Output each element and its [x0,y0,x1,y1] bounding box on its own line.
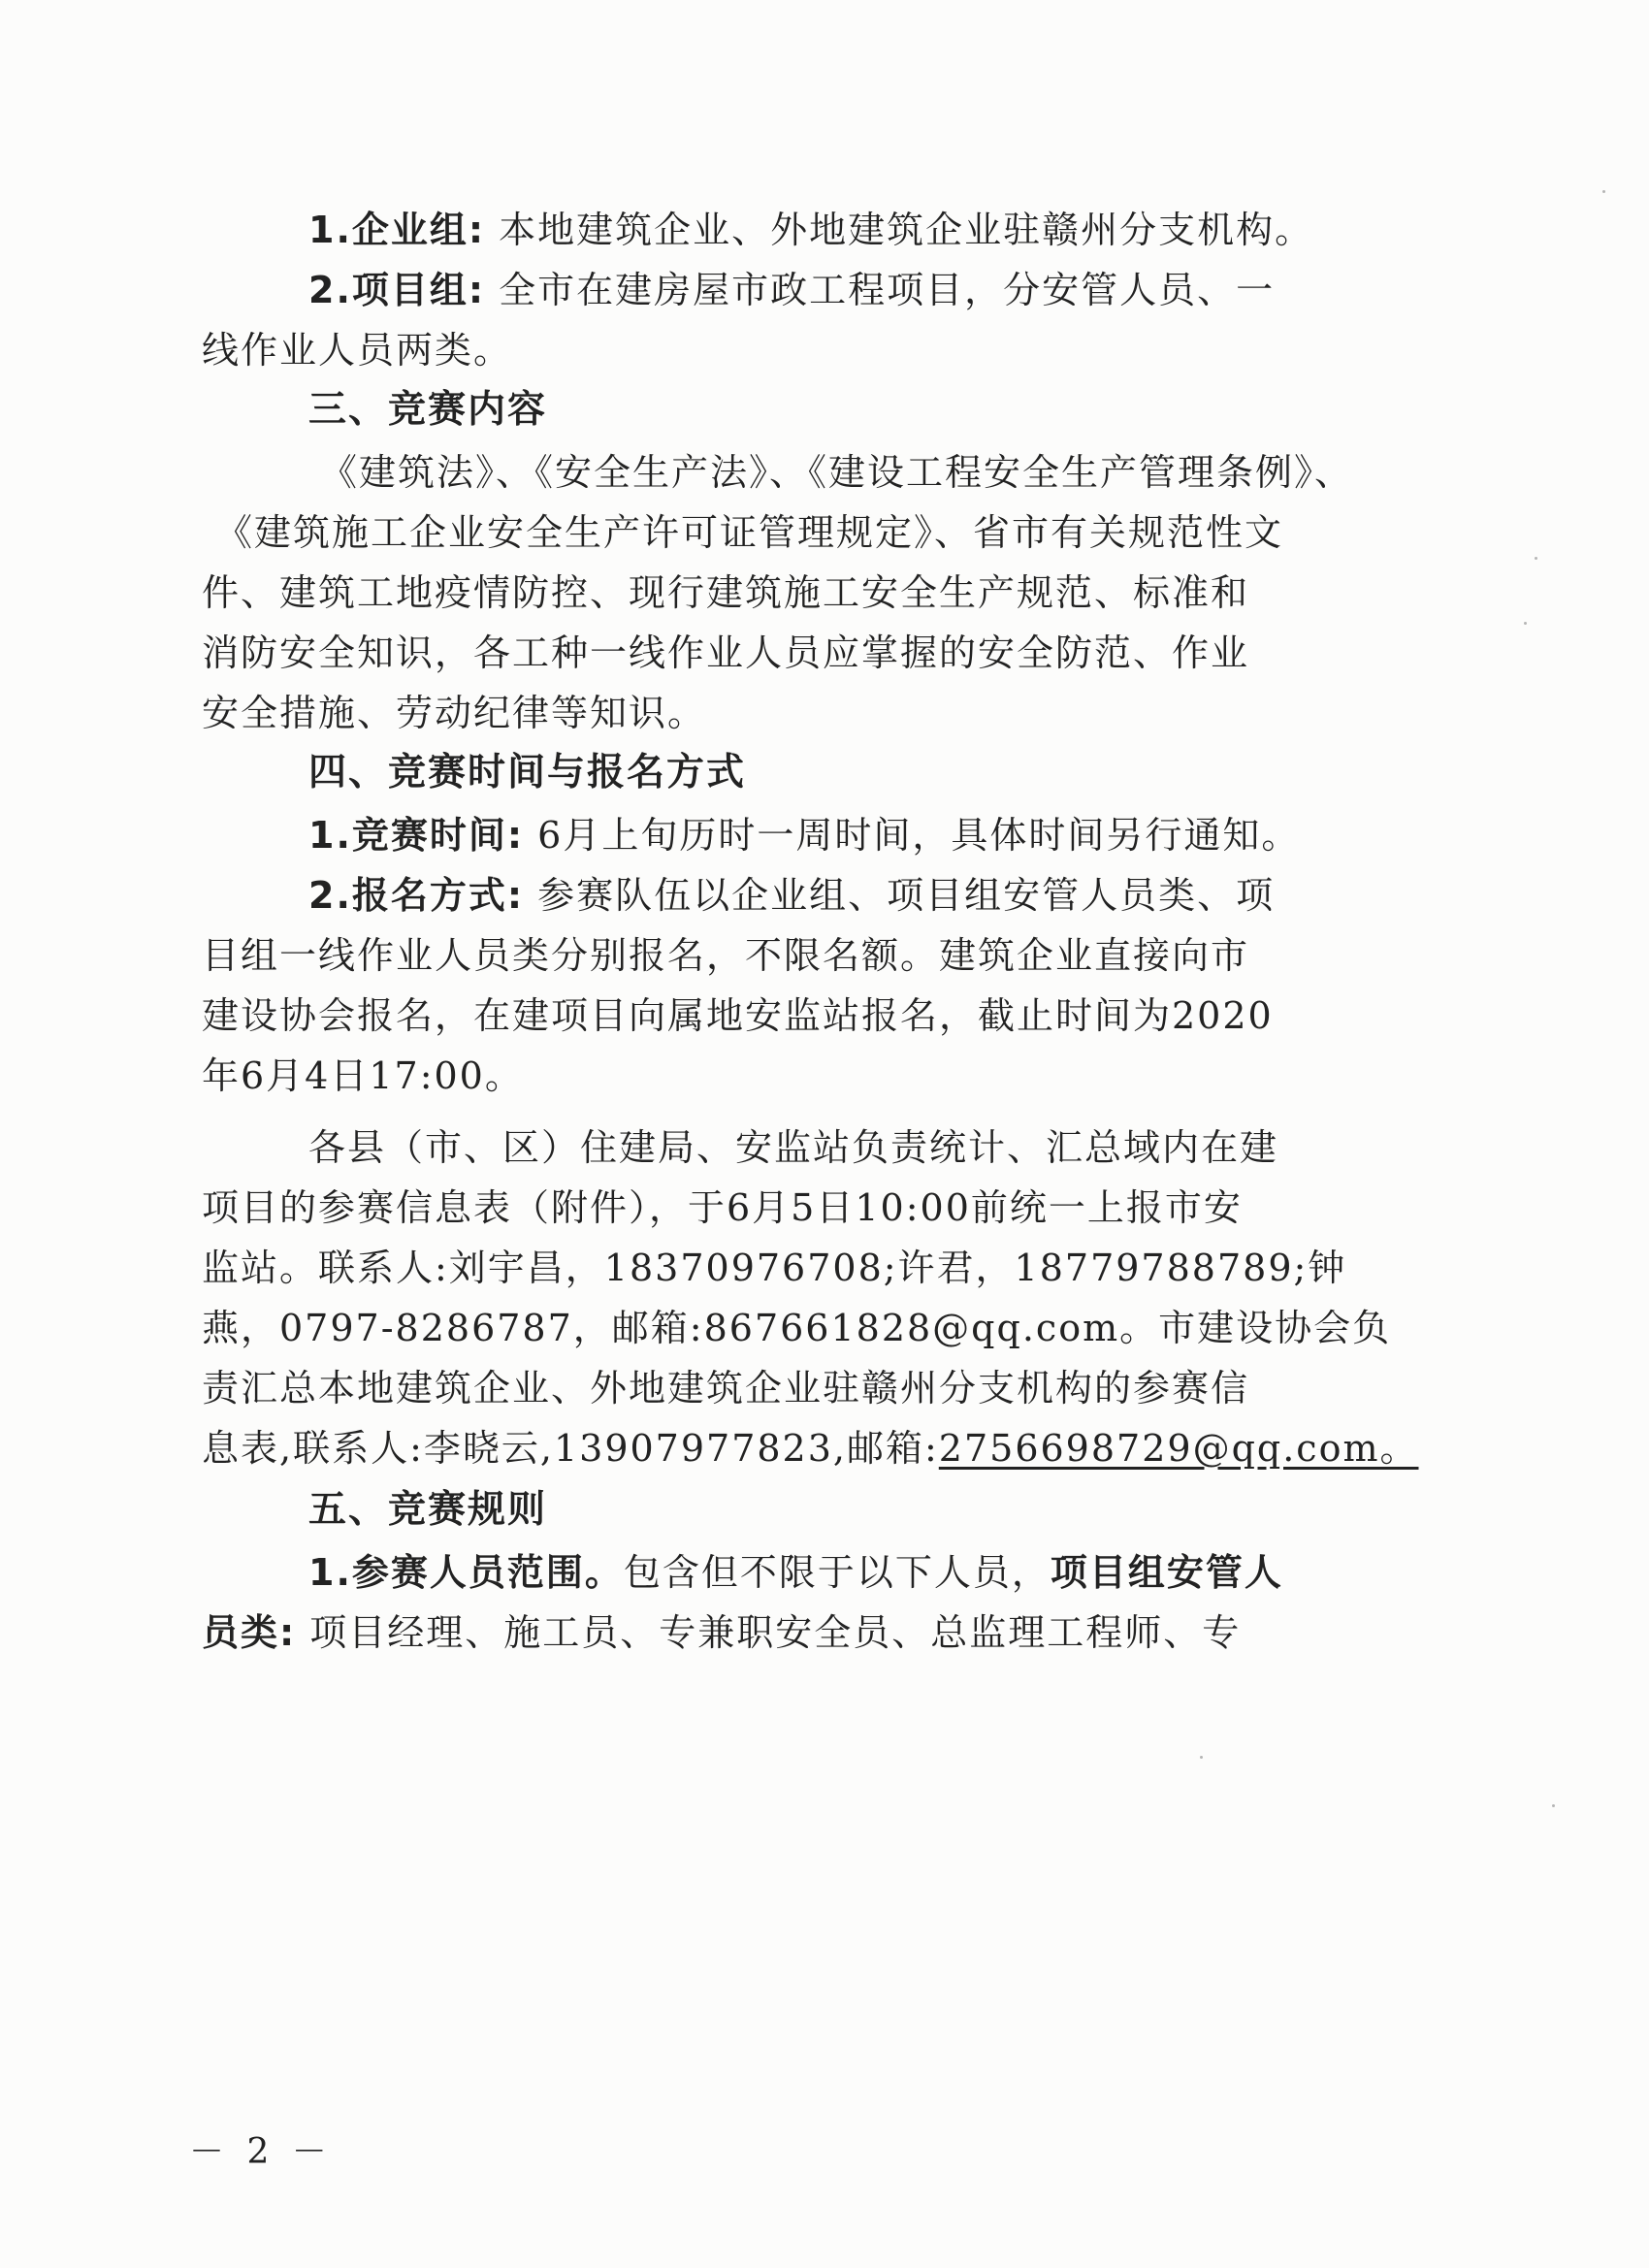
county-paragraph-line: 责汇总本地建筑企业、外地建筑企业驻赣州分支机构的参赛信 [202,1367,1250,1409]
rule-participants-label: 1.参赛人员范围。 [308,1551,624,1594]
content-paragraph-line: 件、建筑工地疫情防控、现行建筑施工安全生产规范、标准和 [202,571,1250,614]
enterprise-group-line [308,206,1313,254]
content-paragraph-line: 《建筑施工企业安全生产许可证管理规定》、省市有关规范性文 [215,511,1284,554]
competition-time-text: 6月上旬历时一周时间，具体时间另行通知。 [537,814,1301,857]
project-group-text: 全市在建房屋市政工程项目，分安管人员、一 [499,269,1276,311]
signup-paragraph-line: 建设协会报名，在建项目向属地安监站报名，截止时间为2020 [202,994,1274,1037]
rule-participants-category: 员类: [202,1611,297,1654]
section-heading-rules: 五、竞赛规则 [308,1488,548,1532]
section-heading-content: 三、竞赛内容 [308,388,548,432]
project-group-label: 2.项目组: [308,269,486,311]
competition-time-label: 1.竞赛时间: [308,814,525,857]
signup-paragraph-line: 年6月4日17:00。 [202,1054,524,1097]
enterprise-group-text: 本地建筑企业、外地建筑企业驻赣州分支机构。 [499,209,1314,251]
scan-speck [1552,1804,1555,1807]
signup-paragraph-line: 目组一线作业人员类分别报名，不限名额。建筑企业直接向市 [202,934,1250,977]
content-paragraph-line: 消防安全知识，各工种一线作业人员应掌握的安全防范、作业 [202,632,1250,674]
association-contact-line [202,1424,1419,1473]
rule-participants-text: 包含但不限于以下人员， [623,1551,1051,1594]
association-contact-text: 息表,联系人:李晓云,13907977823,邮箱: [202,1427,939,1470]
competition-time-line [308,811,1300,859]
content-paragraph-line: 《建筑法》、《安全生产法》、《建设工程安全生产管理条例》、 [320,451,1354,494]
county-paragraph-line: 燕，0797-8286787，邮箱:867661828@qq.com。市建设协会负 [202,1307,1392,1349]
section-heading-time-signup: 四、竞赛时间与报名方式 [308,751,747,794]
content-paragraph-line: 安全措施、劳动纪律等知识。 [202,692,707,734]
rule-participants-line-2 [202,1608,1241,1657]
project-group-line-2: 线作业人员两类。 [202,329,513,372]
signup-method-text: 参赛队伍以企业组、项目组安管人员类、项 [537,874,1276,917]
rule-participants-roles: 项目经理、施工员、专兼职安全员、总监理工程师、专 [309,1611,1242,1654]
signup-method-line [308,871,1275,920]
project-group-line [308,266,1275,314]
scan-speck [1200,1756,1203,1759]
page-number: － 2 － [189,2132,333,2172]
association-email-link[interactable]: 2756698729@qq.com。 [938,1427,1419,1470]
rule-participants-bold-tail: 项目组安管人 [1050,1551,1283,1594]
county-paragraph-line: 各县（市、区）住建局、安监站负责统计、汇总域内在建 [308,1126,1279,1169]
rule-participants-line [308,1548,1283,1597]
enterprise-group-label: 1.企业组: [308,209,486,251]
signup-method-label: 2.报名方式: [308,874,525,917]
scan-speck [1524,622,1527,625]
scan-speck [1535,557,1537,560]
county-paragraph-line: 项目的参赛信息表（附件），于6月5日10:00前统一上报市安 [202,1186,1243,1229]
scan-speck [1602,190,1605,193]
county-paragraph-line: 监站。联系人:刘宇昌，18370976708;许君，18779788789;钟 [202,1247,1347,1289]
